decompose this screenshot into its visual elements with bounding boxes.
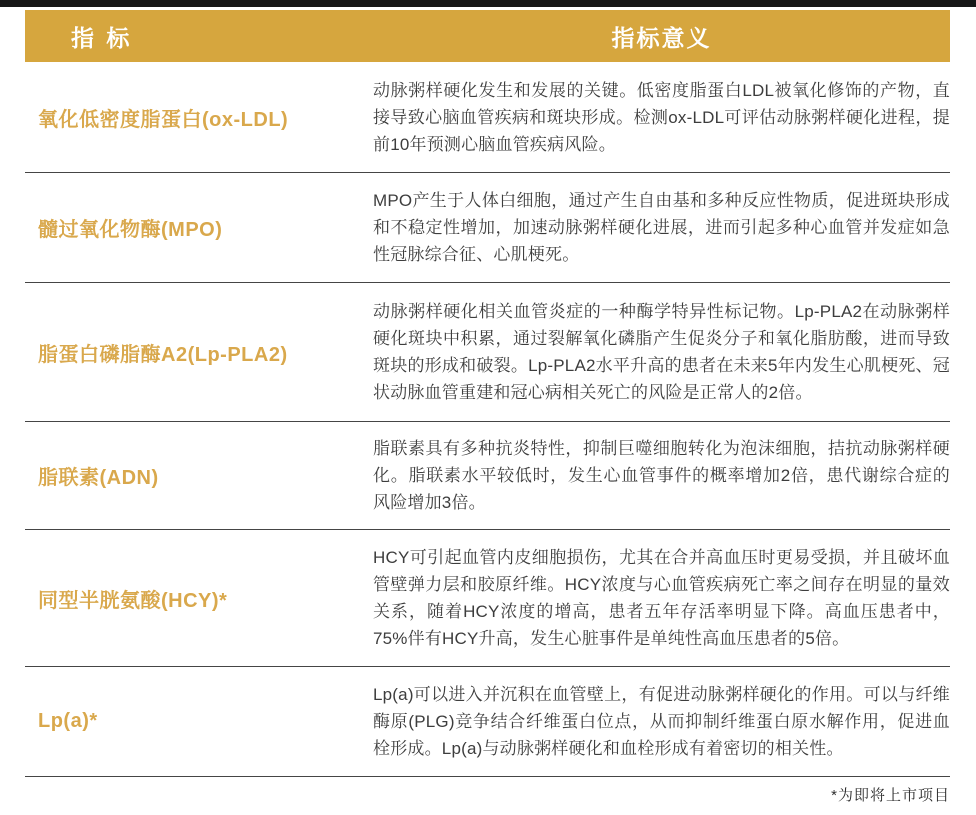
indicator-cell: 脂蛋白磷脂酶A2(Lp-PLA2): [38, 343, 288, 366]
table-row-hcy: [25, 530, 950, 667]
table-row-mpo: [25, 173, 950, 283]
footnote-upcoming-products: *为即将上市项目: [831, 787, 950, 804]
indicator-cell: 氧化低密度脂蛋白(ox-LDL): [38, 108, 289, 131]
meaning-text: 动脉粥样硬化发生和发展的关键。低密度脂蛋白LDL被氧化修饰的产物，直接导致心脑血管疾病和斑块形成。检测ox-LDL可评估动脉粥样硬化进程，提前10年预测心脑血管疾病风险。: [373, 80, 950, 154]
meaning-text: 动脉粥样硬化相关血管炎症的一种酶学特异性标记物。Lp-PLA2在动脉粥样硬化斑块中积累，通过裂解氧化磷脂产生促炎分子和氧化脂肪酸，进而导致斑块的形成和破裂。Lp-PLA2水平升高的患者在未来5年内发生心肌梗死、冠状动脉血管重建和冠心病相关死亡的风险是正常人的2倍。: [373, 302, 950, 402]
indicator-cell: Lp(a)*: [38, 710, 98, 732]
meaning-cell: [373, 422, 950, 529]
table-row-adn: [25, 422, 950, 530]
meaning-cell: [373, 62, 950, 172]
meaning-cell: [373, 530, 950, 666]
meaning-cell: [373, 667, 950, 776]
table-row-lppla2: [25, 283, 950, 422]
table-header-bar: [25, 10, 950, 62]
header-indicator-column: 指 标: [71, 24, 133, 51]
indicator-table: [25, 10, 950, 777]
meaning-text: Lp(a)可以进入并沉积在血管壁上，有促进动脉粥样硬化的作用。可以与纤维酶原(PLG)竞争结合纤维蛋白位点，从而抑制纤维蛋白原水解作用，促进血栓形成。Lp(a)与动脉粥样硬化和血栓形成有着密切的相关性。: [373, 685, 950, 758]
top-border-strip: [0, 0, 976, 7]
table-row-lpa: [25, 667, 950, 777]
indicator-cell: 脂联素(ADN): [38, 467, 159, 489]
meaning-cell: [373, 283, 950, 421]
meaning-text: MPO产生于人体白细胞，通过产生自由基和多种反应性物质，促进斑块形成和不稳定性增加，加速动脉粥样硬化进展，进而引起多种心血管并发症如急性冠脉综合征、心肌梗死。: [373, 191, 950, 264]
indicator-cell: 同型半胱氨酸(HCY)*: [38, 589, 228, 612]
meaning-text: 脂联素具有多种抗炎特性，抑制巨噬细胞转化为泡沫细胞，拮抗动脉粥样硬化。脂联素水平较低时，发生心血管事件的概率增加2倍，患代谢综合症的风险增加3倍。: [373, 439, 950, 512]
indicator-cell: 髓过氧化物酶(MPO): [38, 219, 223, 241]
table-row-oxldl: [25, 62, 950, 173]
meaning-cell: [373, 173, 950, 282]
header-meaning-column: 指标意义: [611, 24, 712, 51]
meaning-text: HCY可引起血管内皮细胞损伤，尤其在合并高血压时更易受损，并且破坏血管壁弹力层和胶原纤维。HCY浓度与心血管疾病死亡率之间存在明显的量效关系，随着HCY浓度的增高，患者五年存活率明显下降。高血压患者中，75%伴有HCY升高，发生心脏事件是单纯性高血压患者的5倍。: [373, 548, 950, 648]
